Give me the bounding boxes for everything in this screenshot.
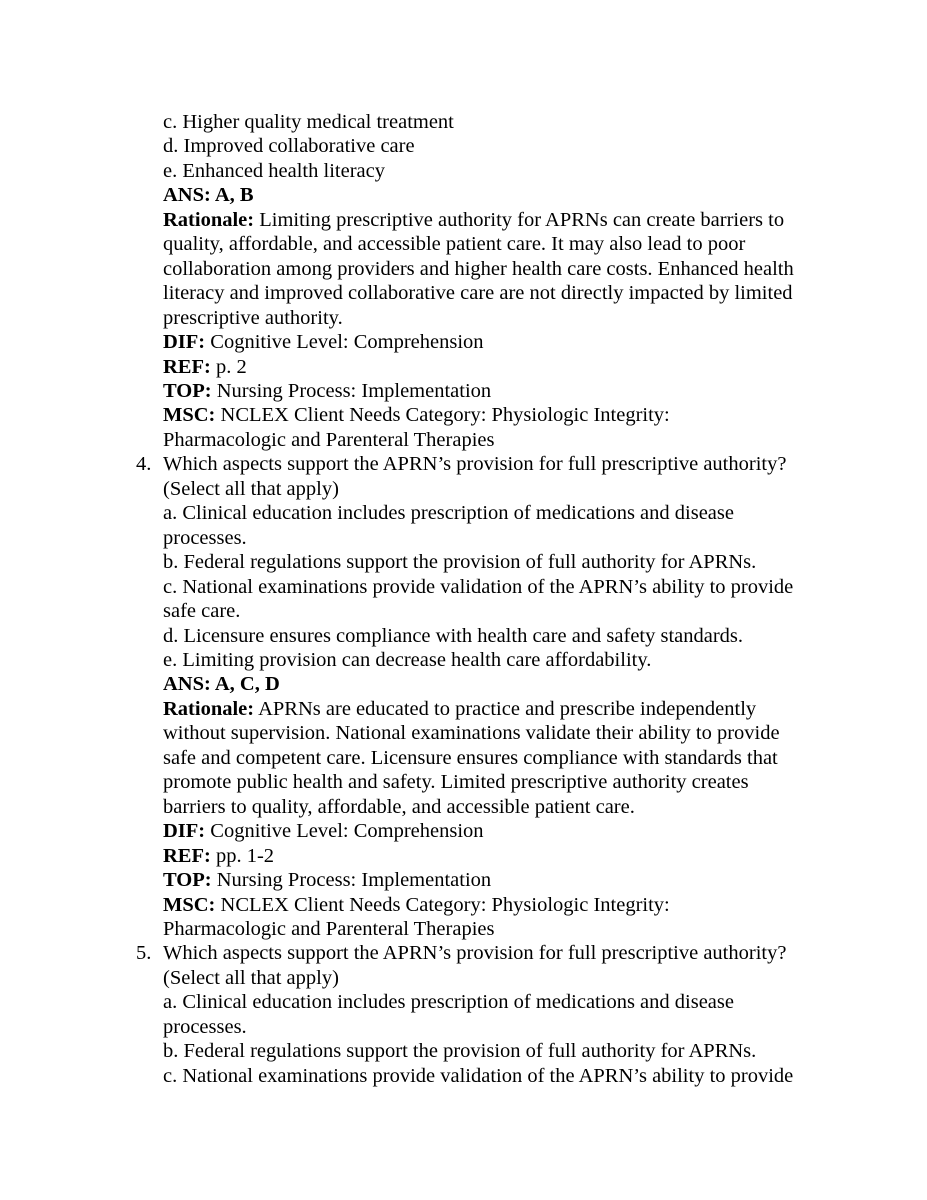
option-a: a. Clinical education includes prescription of medications and disease <box>163 502 734 525</box>
msc-line <box>163 403 853 427</box>
option-c: c. Higher quality medical treatment <box>163 111 454 133</box>
question-number: 5. <box>136 942 152 965</box>
question-3-continued <box>163 110 853 452</box>
ref-line <box>163 844 853 868</box>
answer-label: ANS: <box>163 184 211 207</box>
dif-label: DIF: <box>163 820 206 843</box>
rationale-text: prescriptive authority. <box>163 306 343 329</box>
dif-label: DIF: <box>163 331 206 354</box>
rationale-line <box>163 208 853 232</box>
msc-line <box>163 893 853 917</box>
rationale-text: quality, affordable, and accessible patient care. It may also lead to poor <box>163 233 746 256</box>
option-a-continued: processes. <box>163 1015 247 1038</box>
option-a: a. Clinical education includes prescription of medications and disease <box>163 991 734 1014</box>
msc-label: MSC: <box>163 893 216 916</box>
rationale-text: promote public health and safety. Limited prescriptive authority creates <box>163 771 749 794</box>
rationale-label: Rationale: <box>163 208 255 231</box>
ref-label: REF: <box>163 844 211 867</box>
msc-value-continued: Pharmacologic and Parenteral Therapies <box>163 917 495 940</box>
answer-value: A, C, D <box>210 673 280 696</box>
option-b: b. Federal regulations support the provision of full authority for APRNs. <box>163 551 757 574</box>
question-5 <box>136 941 853 1088</box>
top-label: TOP: <box>163 869 212 892</box>
msc-value: NCLEX Client Needs Category: Physiologic Integrity: <box>215 404 670 427</box>
option-c-continued: safe care. <box>163 600 241 623</box>
rationale-text: APRNs are educated to practice and prescribe independently <box>254 697 757 720</box>
ref-value: pp. 1-2 <box>210 844 275 867</box>
top-label: TOP: <box>163 379 212 402</box>
rationale-line <box>163 697 853 721</box>
rationale-text: barriers to quality, affordable, and accessible patient care. <box>163 795 635 818</box>
answer-label: ANS: <box>163 673 211 696</box>
ref-value: p. 2 <box>210 355 247 378</box>
dif-line <box>163 330 853 354</box>
top-line <box>163 868 853 892</box>
question-stem-text: Which aspects support the APRN’s provision for full prescriptive authority? <box>163 453 787 476</box>
rationale-text: collaboration among providers and higher health care costs. Enhanced health <box>163 257 794 280</box>
msc-value-continued: Pharmacologic and Parenteral Therapies <box>163 428 495 451</box>
option-e: e. Limiting provision can decrease health care affordability. <box>163 648 652 671</box>
option-b: b. Federal regulations support the provision of full authority for APRNs. <box>163 1040 757 1063</box>
question-instruction: (Select all that apply) <box>163 477 339 500</box>
option-a-continued: processes. <box>163 526 247 549</box>
dif-value: Cognitive Level: Comprehension <box>205 820 484 843</box>
ref-line <box>163 355 853 379</box>
page-content <box>136 110 853 1088</box>
msc-value: NCLEX Client Needs Category: Physiologic Integrity: <box>215 893 670 916</box>
rationale-text: safe and competent care. Licensure ensures compliance with standards that <box>163 746 778 769</box>
msc-label: MSC: <box>163 404 216 427</box>
ref-label: REF: <box>163 355 211 378</box>
top-line <box>163 379 853 403</box>
rationale-text: literacy and improved collaborative care are not directly impacted by limited <box>163 282 793 305</box>
answer-line <box>163 183 853 207</box>
rationale-label: Rationale: <box>163 697 255 720</box>
top-value: Nursing Process: Implementation <box>211 379 492 402</box>
rationale-text: without supervision. National examinations validate their ability to provide <box>163 722 780 745</box>
answer-value: A, B <box>210 184 254 207</box>
question-number: 4. <box>136 453 152 476</box>
option-e: e. Enhanced health literacy <box>163 159 385 182</box>
dif-line <box>163 819 853 843</box>
dif-value: Cognitive Level: Comprehension <box>205 331 484 354</box>
question-stem <box>136 941 853 965</box>
top-value: Nursing Process: Implementation <box>211 869 492 892</box>
answer-line <box>163 672 853 696</box>
question-instruction: (Select all that apply) <box>163 966 339 989</box>
rationale-text: Limiting prescriptive authority for APRNs can create barriers to <box>254 208 785 231</box>
question-stem-text: Which aspects support the APRN’s provision for full prescriptive authority? <box>163 942 787 965</box>
option-c: c. National examinations provide validation of the APRN’s ability to provide <box>163 1064 794 1087</box>
question-4 <box>136 452 853 941</box>
option-c: c. National examinations provide validation of the APRN’s ability to provide <box>163 575 794 598</box>
question-stem <box>136 452 853 476</box>
option-d: d. Licensure ensures compliance with health care and safety standards. <box>163 624 744 647</box>
option-d: d. Improved collaborative care <box>163 135 415 158</box>
